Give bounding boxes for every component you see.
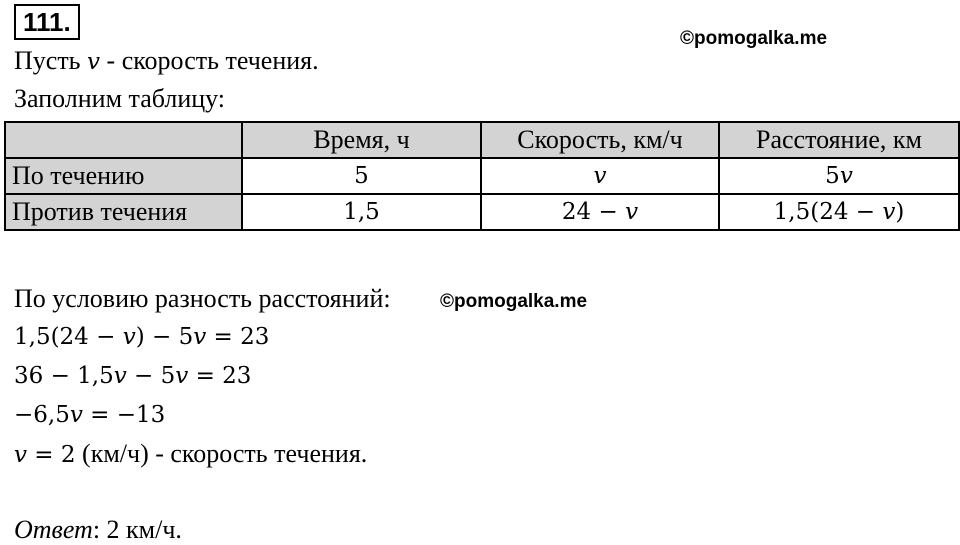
eq3-var-1: v (69, 402, 83, 428)
distance-pre: 1,5(24 − (773, 199, 883, 225)
eq2-var-2: v (175, 363, 189, 389)
answer-line (14, 515, 182, 545)
eq2-part-c: = 23 (188, 363, 252, 389)
intro-text-before: Пусть (14, 46, 88, 75)
equation-1 (14, 322, 269, 352)
row-label-downstream: По течению (5, 158, 242, 194)
data-table (4, 121, 960, 231)
answer-text: : 2 км/ч. (92, 515, 182, 544)
answer-label: Ответ (14, 515, 93, 544)
intro-text-after: - скорость течения. (100, 46, 319, 75)
table-header-time: Время, ч (242, 122, 481, 158)
eq1-part-c: = 23 (206, 324, 270, 350)
equation-3 (14, 400, 165, 430)
table-row (5, 158, 959, 194)
intro-line-1 (14, 46, 319, 77)
cell-time-downstream: 5 (242, 158, 481, 194)
watermark-top: ©pomogalka.me (680, 28, 828, 49)
cell-distance-upstream (719, 194, 959, 230)
eq2-part-b: − 5 (126, 363, 176, 389)
eq1-part-a: 1,5(24 − (14, 324, 123, 350)
cell-speed-upstream (481, 194, 719, 230)
speed-var: v (625, 199, 639, 225)
intro-variable: v (87, 49, 101, 75)
distance-post: ) (895, 199, 905, 225)
eq4-text: (км/ч) - скорость течения. (75, 439, 368, 468)
speed-num: 24 − (561, 199, 626, 225)
cell-distance-downstream (719, 158, 959, 194)
watermark-middle: ©pomogalka.me (440, 291, 588, 312)
cell-speed-downstream (481, 158, 719, 194)
eq1-var-1: v (122, 324, 136, 350)
eq1-var-2: v (193, 324, 207, 350)
eq2-var-1: v (113, 363, 127, 389)
table-header-distance: Расстояние, км (719, 122, 959, 158)
eq2-part-a: 36 − 1,5 (14, 363, 114, 389)
eq3-part-a: −6,5 (14, 402, 70, 428)
speed-var: v (593, 163, 607, 189)
row-label-upstream: Против течения (5, 194, 242, 230)
eq3-part-b: = −13 (82, 402, 166, 428)
table-row (5, 194, 959, 230)
distance-var: v (882, 199, 896, 225)
table-header-corner (5, 122, 242, 158)
eq1-part-b: ) − 5 (135, 324, 194, 350)
cell-time-upstream: 1,5 (242, 194, 481, 230)
table-header-row (5, 122, 959, 158)
eq4-var: v (14, 442, 27, 468)
equation-4 (14, 439, 367, 473)
distance-num: 5 (825, 163, 840, 189)
equation-2 (14, 361, 251, 391)
distance-var: v (839, 163, 853, 189)
table-header-speed: Скорость, км/ч (481, 122, 719, 158)
condition-text: По условию разность расстояний: (14, 284, 391, 313)
eq4-value: = 2 (27, 442, 76, 468)
intro-line-2: Заполним таблицу: (14, 84, 226, 113)
problem-number: 111. (14, 4, 80, 40)
